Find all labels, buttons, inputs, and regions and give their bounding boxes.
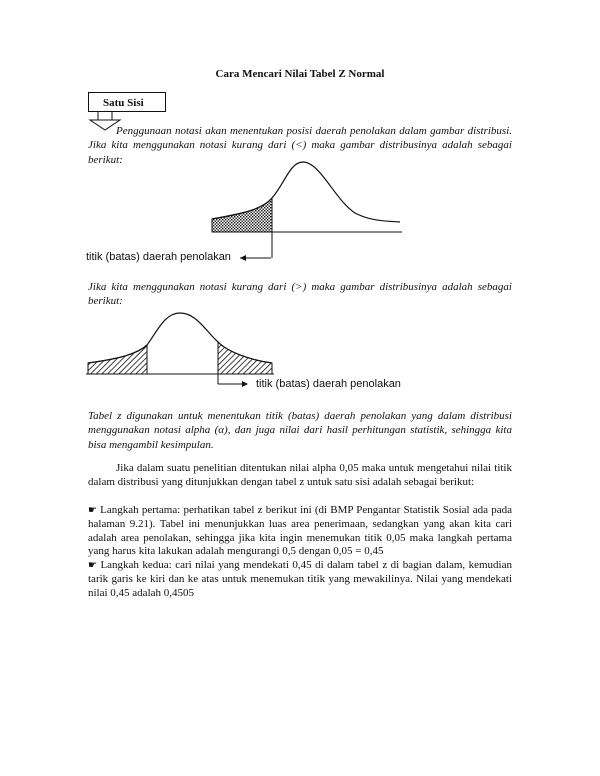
left-tail-curve (212, 162, 400, 222)
step-1-text: Langkah pertama: perhatikan tabel z berikut ini (di BMP Pengantar Statistik Sosial ada pada halaman 9.21). Tabel ini menunjukkan luas area penerimaan, sedangkan yang akan kita cari adalah area penolakan, sehingga jika kita ingin menemukan titik 0,05 maka langkah pertama yang harus kita lakukan adalah mengurangi 0,5 dengan 0,05 = 0,45 (88, 504, 512, 558)
section-box-satu-sisi: Satu Sisi (88, 92, 166, 112)
rejection-label-2: titik (batas) daerah penolakan (256, 378, 401, 390)
page-title: Cara Mencari Nilai Tabel Z Normal (215, 68, 385, 80)
paragraph-intro: Penggunaan notasi akan menentukan posisi daerah penolakan dalam gambar distribusi. Jika kita menggunakan notasi kurang dari (<) maka gambar distribusinya adalah sebagai berikut: (88, 125, 512, 166)
two-tail-curve (88, 313, 272, 363)
paragraph-greater-than: Jika kita menggunakan notasi kurang dari (>) maka gambar distribusinya adalah sebagai berikut: (88, 281, 512, 308)
rejection-label-1: titik (batas) daerah penolakan (86, 251, 231, 263)
paragraph-table-z: Tabel z digunakan untuk menentukan titik (batas) daerah penolakan yang dalam distribusi menggunakan notasi alpha (α), dan juga nilai dari hasil perhitungan statistik, sehingga kita bisa mengambil kesimpulan. (88, 410, 512, 451)
step-1 (88, 504, 512, 559)
two-tail-distribution (86, 313, 274, 387)
left-tail-distribution (212, 162, 402, 261)
paragraph-alpha: Jika dalam suatu penelitian ditentukan nilai alpha 0,05 maka untuk mengetahui nilai titik dalam distribusi yang ditunjukkan dengan tabel z untuk satu sisi adalah sebagai berikut: (88, 462, 512, 488)
step-2-text: Langkah kedua: cari nilai yang mendekati 0,45 di dalam tabel z di bagian dalam, kemudian tarik garis ke kiri dan ke atas untuk menemukan titik yang mewakilinya. Nilai yang mendekati nilai 0,45 adalah 0,4505 (88, 559, 512, 599)
pointing-hand-icon: ☛ (88, 560, 97, 571)
step-2 (88, 559, 512, 600)
pointing-hand-icon: ☛ (88, 505, 97, 516)
